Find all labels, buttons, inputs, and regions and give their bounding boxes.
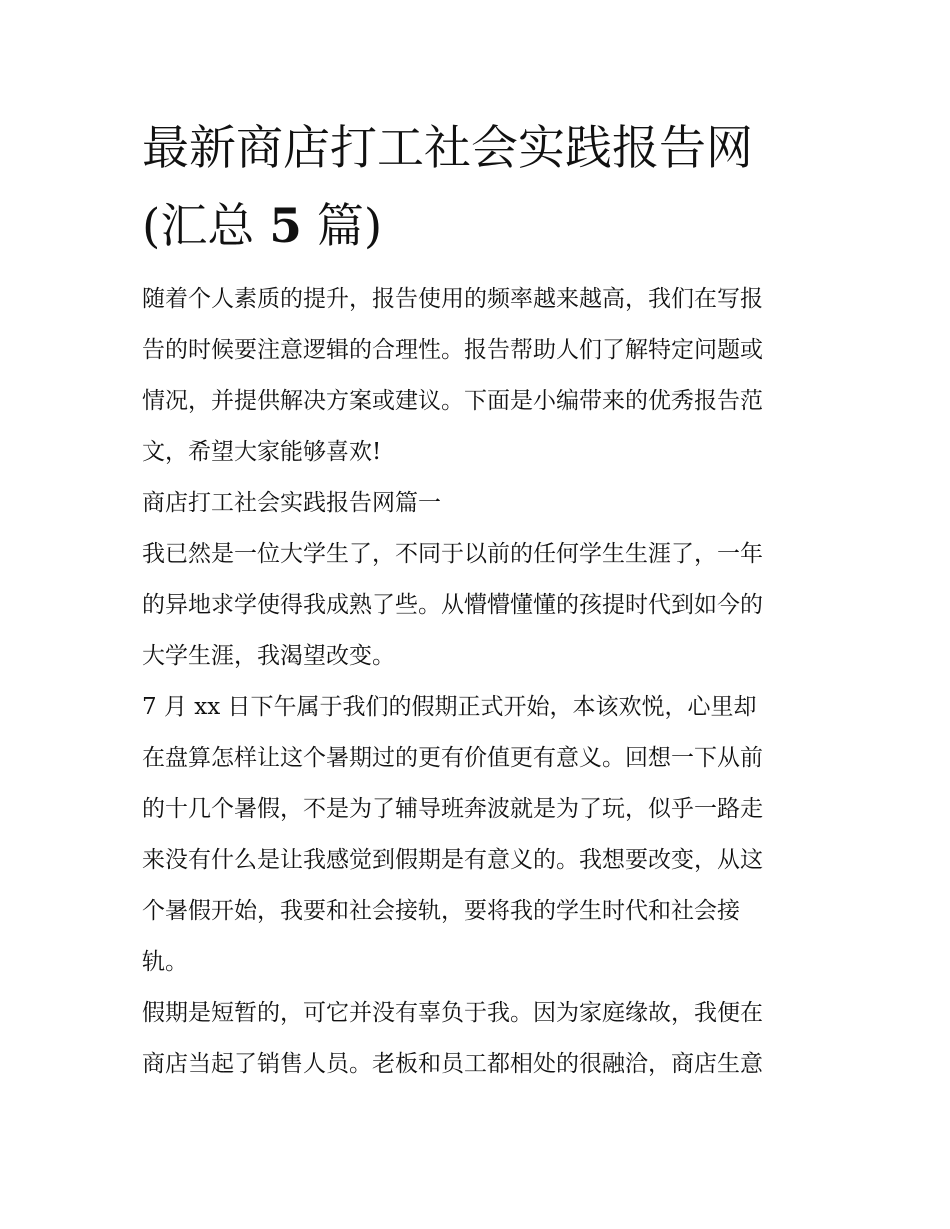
title-line-2-suffix: 篇) xyxy=(301,199,383,254)
body-line: 商店当起了销售人员。老板和员工都相处的很融洽，商店生意 xyxy=(142,1051,763,1077)
title-line-2-number: 5 xyxy=(269,199,302,254)
body-line: 的十几个暑假，不是为了辅导班奔波就是为了玩，似乎一路走 xyxy=(142,796,763,822)
body-line: 大学生涯，我渴望改变。 xyxy=(142,643,395,669)
body-line: 7 月 xx 日下午属于我们的假期正式开始，本该欢悦，心里却 xyxy=(142,694,757,720)
body-line: 文，希望大家能够喜欢! xyxy=(142,439,382,465)
body-line: 在盘算怎样让这个暑期过的更有价值更有意义。回想一下从前 xyxy=(142,745,763,771)
body-line: 个暑假开始，我要和社会接轨，要将我的学生时代和社会接 xyxy=(142,898,740,924)
body-line: 来没有什么是让我感觉到假期是有意义的。我想要改变，从这 xyxy=(142,847,763,873)
section-heading: 商店打工社会实践报告网篇一 xyxy=(142,490,441,516)
document-body xyxy=(142,274,812,1090)
body-line: 告的时候要注意逻辑的合理性。报告帮助人们了解特定问题或 xyxy=(142,337,763,363)
document-title xyxy=(142,110,842,266)
title-line-2-prefix: (汇总 xyxy=(142,199,270,254)
body-line: 我已然是一位大学生了，不同于以前的任何学生生涯了，一年 xyxy=(142,541,763,567)
body-line: 随着个人素质的提升，报告使用的频率越来越高，我们在写报 xyxy=(142,286,763,312)
body-line: 情况，并提供解决方案或建议。下面是小编带来的优秀报告范 xyxy=(142,388,763,414)
body-line: 的异地求学使得我成熟了些。从懵懵懂懂的孩提时代到如今的 xyxy=(142,592,763,618)
body-line: 假期是短暂的，可它并没有辜负于我。因为家庭缘故，我便在 xyxy=(142,1000,763,1026)
body-line: 轨。 xyxy=(142,949,188,975)
title-line-1: 最新商店打工社会实践报告网 xyxy=(142,121,753,176)
